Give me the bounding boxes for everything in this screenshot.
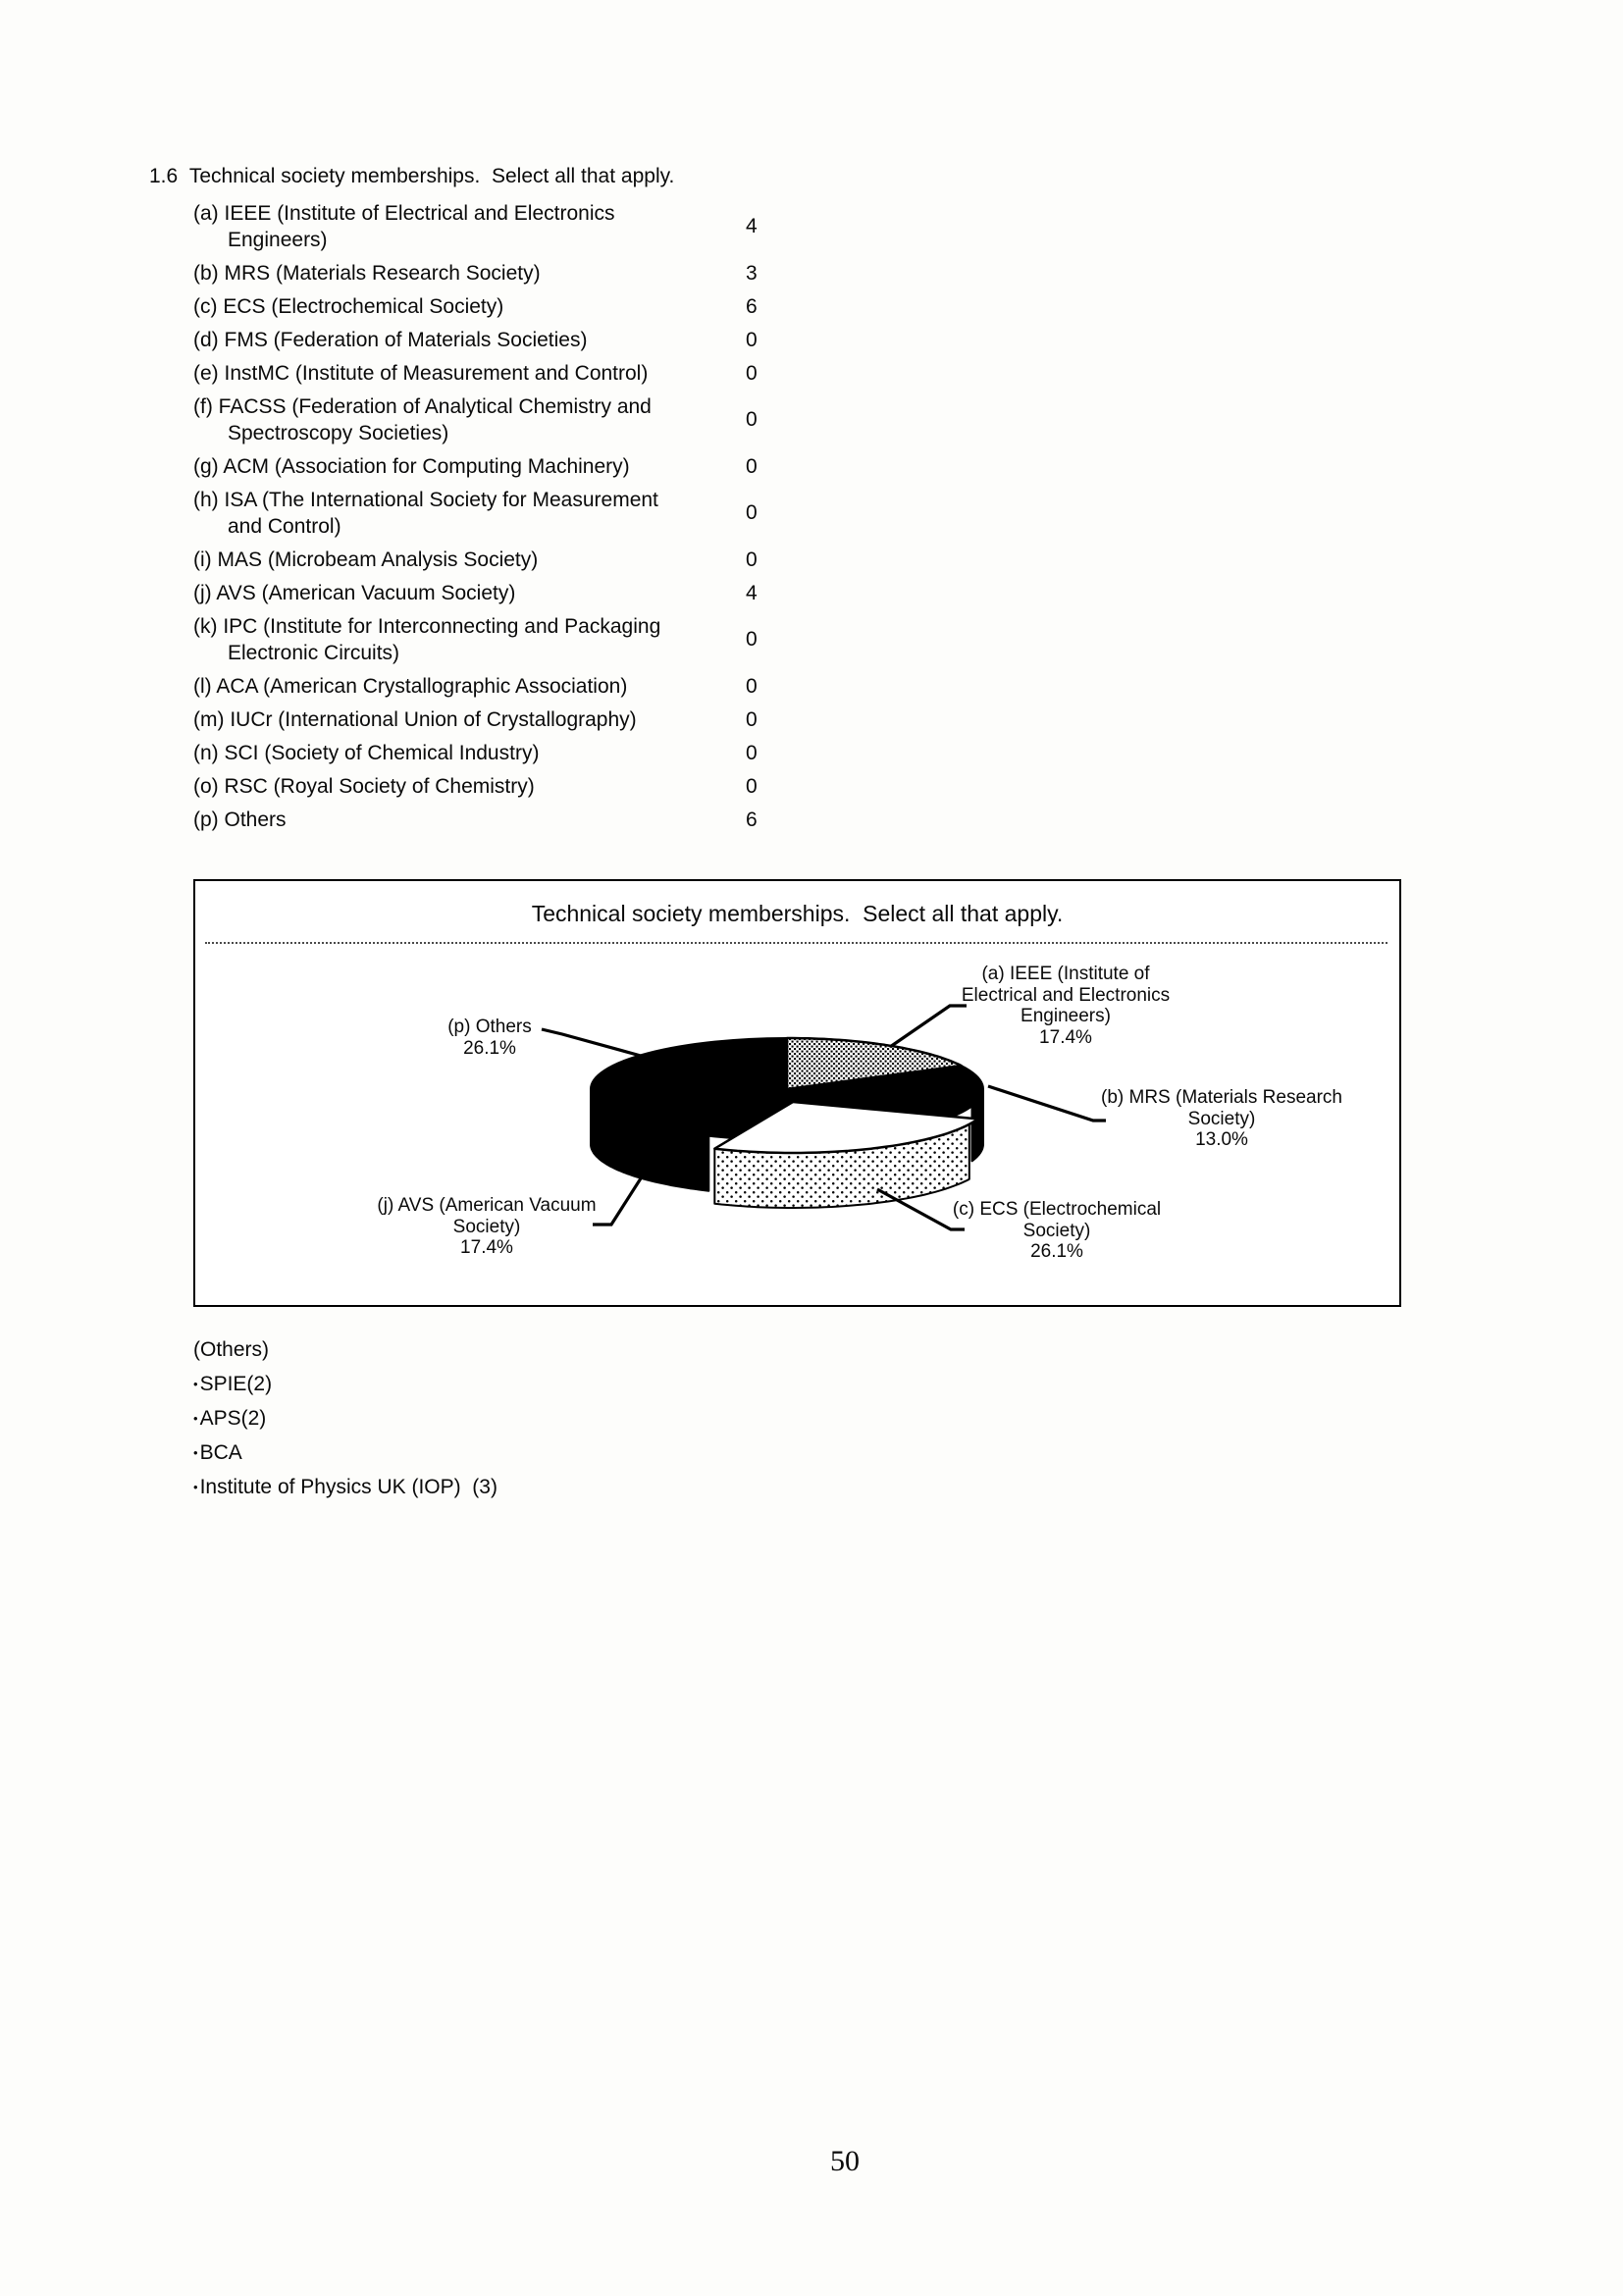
question-item-row [193,487,841,540]
slice-label-line: (j) AVS (American Vacuum [377,1195,597,1216]
item-label [193,547,746,573]
item-label [193,673,746,700]
slice-percent: 26.1% [1030,1241,1083,1262]
item-label-line: (f) FACSS (Federation of Analytical Chemistry and [193,395,652,418]
item-label [193,706,746,733]
question-heading-gap [178,165,189,187]
others-section [193,1338,497,1511]
question-item-row [193,393,841,446]
others-item-text: APS(2) [199,1407,267,1430]
slice-percent: 26.1% [463,1037,516,1059]
item-response-count: 0 [746,628,758,651]
others-item [193,1374,497,1395]
others-item [193,1442,497,1464]
question-heading [149,165,674,188]
question-item-row [193,706,841,733]
item-label-line: Engineers) [228,229,328,251]
slice-label-line: Society) [1187,1108,1256,1129]
item-label-line: (j) AVS (American Vacuum Society) [193,582,516,604]
item-label-line: (g) ACM (Association for Computing Machinery) [193,455,630,478]
item-label-line: (a) IEEE (Institute of Electrical and Electronics [193,202,615,225]
page-number: 50 [830,2145,860,2177]
leader-line [542,1029,641,1056]
slice-label-line: Society) [452,1216,521,1237]
slice-label-line: (b) MRS (Materials Research [1101,1087,1342,1108]
question-item-row [193,580,841,606]
item-response-count: 4 [746,581,758,604]
item-label-line: (e) InstMC (Institute of Measurement and Control) [193,362,649,385]
item-label [193,773,746,800]
item-response-count: 0 [746,774,758,798]
item-label [193,613,746,666]
pie-shape [591,1089,592,1148]
slice-label-line: (p) Others [447,1017,532,1037]
slice-percent: 17.4% [1039,1026,1092,1048]
slice-label-line: Society) [1022,1220,1091,1241]
slice-percent: 13.0% [1195,1129,1248,1150]
item-label-line: Electronic Circuits) [228,642,400,664]
item-label-line: and Control) [228,515,341,538]
item-response-count: 0 [746,741,758,764]
question-item-row [193,613,841,666]
question-item-row [193,453,841,480]
pie-chart-panel [193,879,1401,1307]
item-label-line: (i) MAS (Microbeam Analysis Society) [193,548,539,571]
pie-slices [591,1038,983,1208]
item-label [193,487,746,540]
pie-slice-label [447,1017,532,1059]
item-response-count: 0 [746,548,758,571]
others-item-text: Institute of Physics UK (IOP) (3) [199,1476,497,1498]
item-label [193,580,746,606]
question-item-row [193,807,841,833]
item-response-count: 4 [746,215,758,237]
item-label [193,393,746,446]
item-label-line: (m) IUCr (International Union of Crystallography) [193,708,637,731]
slice-label-line: (c) ECS (Electrochemical [952,1199,1162,1220]
item-label-line: (k) IPC (Institute for Interconnecting and Packaging [193,615,661,638]
others-item [193,1477,497,1498]
bullet-icon: • [193,1377,198,1391]
others-item-text: SPIE(2) [199,1373,273,1395]
item-label-line: (b) MRS (Materials Research Society) [193,262,541,285]
leader-line [988,1086,1106,1121]
pie-slice-label [1101,1087,1342,1151]
leader-line [890,1006,967,1047]
item-label [193,260,746,287]
others-item-text: BCA [199,1441,242,1464]
bullet-icon: • [193,1445,198,1460]
item-label [193,740,746,766]
question-item-row [193,773,841,800]
question-item-row [193,360,841,387]
item-label [193,453,746,480]
item-label [193,360,746,387]
item-label-line: Spectroscopy Societies) [228,422,449,444]
bullet-icon: • [193,1480,198,1494]
item-label [193,327,746,353]
item-response-count: 0 [746,707,758,731]
slice-label-line: Electrical and Electronics [961,984,1171,1006]
item-label [193,200,746,253]
item-response-count: 0 [746,454,758,478]
item-response-count: 3 [746,261,758,285]
chart-title: Technical society memberships. Select all that apply. [531,901,1064,926]
item-label-line: (h) ISA (The International Society for Measurement [193,489,658,511]
others-heading: (Others) [193,1338,270,1361]
pie-slice-label [377,1195,596,1259]
question-item-row [193,327,841,353]
slice-percent: 17.4% [460,1237,513,1258]
item-label-line: (d) FMS (Federation of Materials Societies) [193,329,588,351]
item-response-count: 0 [746,408,758,431]
slice-label-line: Engineers) [1021,1006,1111,1026]
item-response-count: 0 [746,501,758,524]
item-label [193,807,746,833]
membership-item-list [193,200,841,840]
question-item-row [193,260,841,287]
item-response-count: 6 [746,294,758,318]
others-item [193,1408,497,1430]
slice-label-line: (a) IEEE (Institute of [981,964,1150,984]
pie-slice-label [953,1199,1161,1263]
question-prompt: Technical society memberships. Select all that apply. [188,165,675,187]
bullet-icon: • [193,1411,198,1426]
item-response-count: 0 [746,328,758,351]
item-response-count: 0 [746,674,758,698]
item-response-count: 0 [746,361,758,385]
question-item-row [193,293,841,320]
question-item-row [193,547,841,573]
question-item-row [193,200,841,253]
item-label-line: (c) ECS (Electrochemical Society) [193,295,504,318]
pie-slice-label [962,964,1170,1048]
item-label-line: (l) ACA (American Crystallographic Association) [193,675,628,698]
item-label [193,293,746,320]
item-response-count: 6 [746,808,758,831]
question-number: 1.6 [149,165,179,187]
question-item-row [193,673,841,700]
others-items [193,1374,497,1498]
question-item-row [193,740,841,766]
item-label-line: (o) RSC (Royal Society of Chemistry) [193,775,535,798]
item-label-line: (n) SCI (Society of Chemical Industry) [193,742,540,764]
item-label-line: (p) Others [193,809,287,831]
